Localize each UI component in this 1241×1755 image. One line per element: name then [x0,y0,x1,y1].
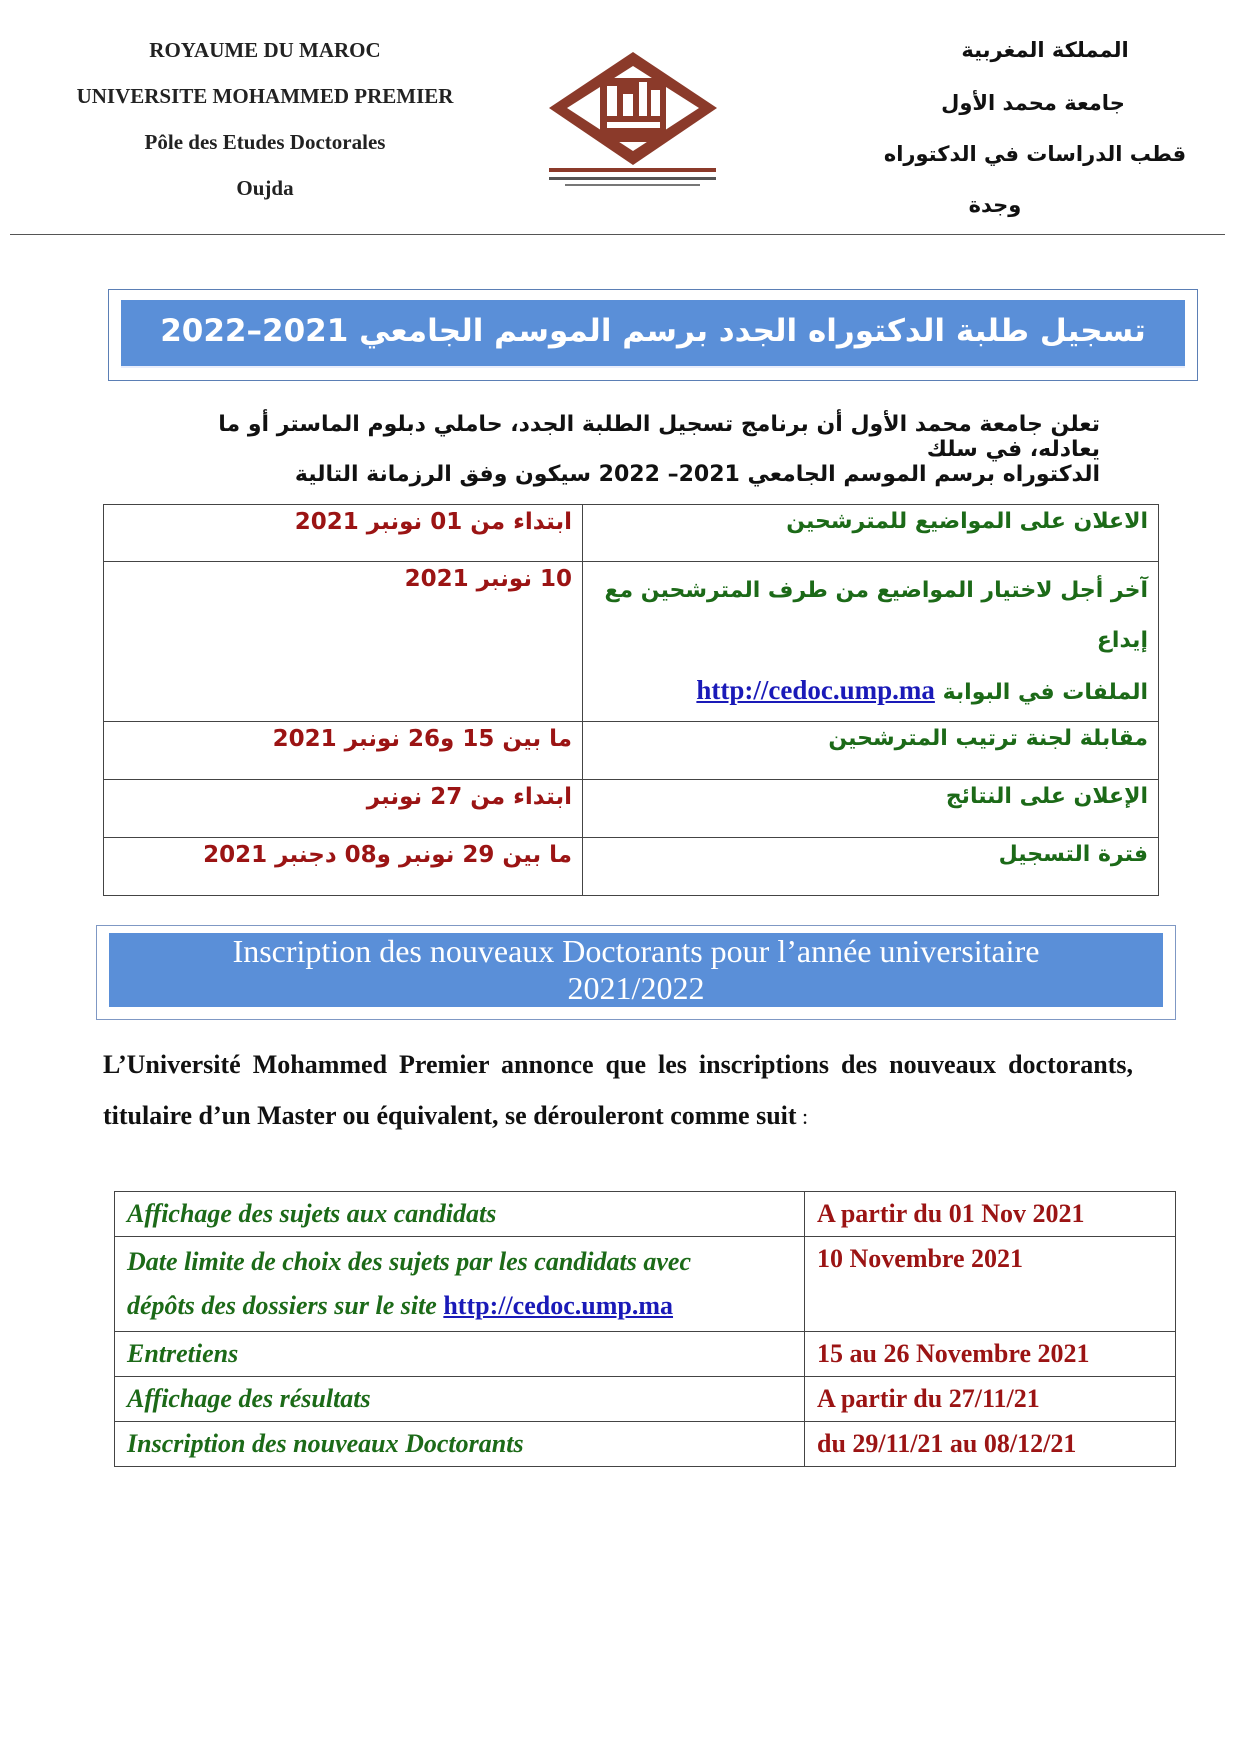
row-label-line2: dépôts des dossiers sur le site [127,1291,444,1320]
row-label [115,1237,805,1332]
header-university-fr: UNIVERSITE MOHAMMED PREMIER [76,84,454,108]
portal-link[interactable]: http://cedoc.ump.ma [696,675,935,705]
table-row [115,1332,1176,1377]
site-link[interactable]: http://cedoc.ump.ma [443,1291,674,1320]
french-intro-text: L’Université Mohammed Premier annonce que les inscriptions des nouveaux doctorants, titulaire d’un Master ou équivalent, se dérouleront comme suit [103,1050,1133,1130]
row-label-line1: آخر أجل لاختيار المواضيع من طرف المترشحين مع إيداع [604,578,1148,653]
row-value: ابتداء من 27 نونبر [104,780,583,838]
row-value: 15 au 26 Novembre 2021 [805,1332,1176,1377]
arabic-title-box [108,289,1198,381]
row-value: ما بين 15 و26 نونبر 2021 [104,722,583,780]
row-label: الإعلان على النتائج [583,780,1159,838]
row-label: Entretiens [115,1332,805,1377]
header-university-ar: جامعة محمد الأول [941,91,1125,115]
table-row [104,780,1159,838]
row-label-line1: Date limite de choix des sujets par les candidats avec [127,1247,691,1276]
row-value: A partir du 27/11/21 [805,1377,1176,1422]
header-city-fr: Oujda [236,176,294,200]
row-value: du 29/11/21 au 08/12/21 [805,1422,1176,1467]
row-label: Inscription des nouveaux Doctorants [115,1422,805,1467]
row-value: ما بين 29 نونبر و08 دجنبر 2021 [104,838,583,896]
french-title-line2: 2021/2022 [567,970,705,1006]
row-label-line2: الملفات في البوابة [942,680,1148,705]
table-row [104,722,1159,780]
header-pole-ar: قطب الدراسات في الدكتوراه [883,142,1187,166]
row-label: Affichage des résultats [115,1377,805,1422]
table-row [115,1377,1176,1422]
row-value: 10 نونبر 2021 [104,562,583,722]
row-value: ابتداء من 01 نونبر 2021 [104,505,583,562]
row-label: الاعلان على المواضيع للمترشحين [583,505,1159,562]
header-divider [10,234,1225,235]
header-city-ar: وجدة [968,193,1022,217]
table-row [104,562,1159,722]
arabic-schedule-table [103,504,1159,896]
university-logo [545,50,720,190]
arabic-intro-line1: تعلن جامعة محمد الأول أن برنامج تسجيل الطلبة الجدد، حاملي دبلوم الماستر أو ما يعادله، في سلك [218,412,1100,462]
row-label: Affichage des sujets aux candidats [115,1192,805,1237]
row-value: A partir du 01 Nov 2021 [805,1192,1176,1237]
french-title-line1: Inscription des nouveaux Doctorants pour l’année universitaire [232,933,1040,969]
row-label: فترة التسجيل [583,838,1159,896]
table-row [115,1192,1176,1237]
french-title-box [96,925,1176,1020]
table-row [104,838,1159,896]
header-country-ar: المملكة المغربية [961,38,1129,62]
french-schedule-table [114,1191,1176,1467]
row-value: 10 Novembre 2021 [805,1237,1176,1332]
table-row [115,1422,1176,1467]
french-intro-colon: : [796,1104,809,1129]
arabic-title: تسجيل طلبة الدكتوراه الجدد برسم الموسم الجامعي 2021–2022 [160,313,1146,349]
header-pole-fr: Pôle des Etudes Doctorales [144,130,386,154]
row-label: مقابلة لجنة ترتيب المترشحين [583,722,1159,780]
arabic-intro-line2: الدكتوراه برسم الموسم الجامعي 2021– 2022 سيكون وفق الرزمانة التالية [294,462,1100,487]
row-label [583,562,1159,722]
table-row [104,505,1159,562]
french-intro [103,1039,1133,1142]
table-row [115,1237,1176,1332]
header-country-fr: ROYAUME DU MAROC [149,38,381,62]
